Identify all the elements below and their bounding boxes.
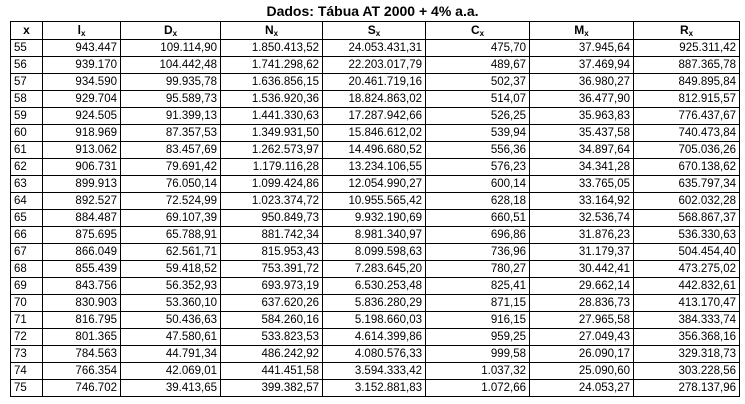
cell-dx: 95.589,73 (121, 91, 221, 108)
table-row (11, 57, 740, 74)
cell-rx: 278.137,96 (634, 380, 740, 397)
column-header-cx (426, 22, 530, 40)
cell-sx: 24.053.431,31 (323, 40, 426, 57)
cell-lx: 784.563 (43, 346, 121, 363)
cell-dx: 109.114,90 (121, 40, 221, 57)
cell-nx: 1.636.856,15 (221, 74, 323, 91)
cell-cx: 825,41 (426, 278, 530, 295)
cell-dx: 99.935,78 (121, 74, 221, 91)
cell-nx: 584.260,16 (221, 312, 323, 329)
cell-nx: 533.823,53 (221, 329, 323, 346)
cell-rx: 473.275,02 (634, 261, 740, 278)
cell-sx: 14.496.680,52 (323, 142, 426, 159)
cell-dx: 65.788,91 (121, 227, 221, 244)
cell-sx: 5.198.660,03 (323, 312, 426, 329)
table-title: Dados: Tábua AT 2000 + 4% a.a. (266, 3, 479, 19)
cell-sx: 22.203.017,79 (323, 57, 426, 74)
cell-mx: 35.437,58 (530, 125, 634, 142)
cell-dx: 53.360,10 (121, 295, 221, 312)
column-header-x (11, 22, 43, 40)
cell-nx: 399.382,57 (221, 380, 323, 397)
table-row (11, 193, 740, 210)
cell-dx: 44.791,34 (121, 346, 221, 363)
column-header-mx (530, 22, 634, 40)
column-header-dx (121, 22, 221, 40)
cell-nx: 1.099.424,86 (221, 176, 323, 193)
cell-dx: 91.399,13 (121, 108, 221, 125)
cell-nx: 950.849,73 (221, 210, 323, 227)
cell-lx: 766.354 (43, 363, 121, 380)
cell-lx: 924.505 (43, 108, 121, 125)
table-row (11, 40, 740, 57)
cell-mx: 27.965,58 (530, 312, 634, 329)
table-row (11, 329, 740, 346)
cell-cx: 999,58 (426, 346, 530, 363)
table-row (11, 278, 740, 295)
cell-cx: 696,86 (426, 227, 530, 244)
cell-nx: 881.742,34 (221, 227, 323, 244)
cell-x: 56 (11, 57, 43, 74)
cell-cx: 660,51 (426, 210, 530, 227)
cell-lx: 816.795 (43, 312, 121, 329)
cell-lx: 929.704 (43, 91, 121, 108)
table-row (11, 74, 740, 91)
table-row (11, 346, 740, 363)
cell-cx: 556,36 (426, 142, 530, 159)
cell-mx: 36.980,27 (530, 74, 634, 91)
cell-nx: 1.179.116,28 (221, 159, 323, 176)
cell-nx: 1.536.920,36 (221, 91, 323, 108)
cell-x: 74 (11, 363, 43, 380)
cell-dx: 62.561,71 (121, 244, 221, 261)
table-row (11, 108, 740, 125)
cell-mx: 31.876,23 (530, 227, 634, 244)
column-header-subscript: x (584, 29, 589, 38)
cell-sx: 17.287.942,66 (323, 108, 426, 125)
cell-rx: 536.330,63 (634, 227, 740, 244)
table-row (11, 295, 740, 312)
column-header-letter: C (470, 23, 480, 37)
column-header-subscript: x (80, 29, 86, 38)
cell-sx: 7.283.645,20 (323, 261, 426, 278)
table-row (11, 210, 740, 227)
cell-nx: 1.441.330,63 (221, 108, 323, 125)
cell-rx: 925.311,42 (634, 40, 740, 57)
cell-sx: 18.824.863,02 (323, 91, 426, 108)
cell-rx: 740.473,84 (634, 125, 740, 142)
cell-x: 62 (11, 159, 43, 176)
column-header-sx (323, 22, 426, 40)
cell-rx: 635.797,34 (634, 176, 740, 193)
table-row (11, 142, 740, 159)
cell-lx: 906.731 (43, 159, 121, 176)
cell-cx: 526,25 (426, 108, 530, 125)
cell-x: 59 (11, 108, 43, 125)
cell-cx: 736,96 (426, 244, 530, 261)
cell-mx: 34.897,64 (530, 142, 634, 159)
cell-lx: 866.049 (43, 244, 121, 261)
column-header-nx (221, 22, 323, 40)
cell-nx: 637.620,26 (221, 295, 323, 312)
cell-x: 71 (11, 312, 43, 329)
cell-cx: 916,15 (426, 312, 530, 329)
actuarial-table (10, 21, 740, 397)
column-header-rx (634, 22, 740, 40)
cell-cx: 576,23 (426, 159, 530, 176)
cell-mx: 36.477,90 (530, 91, 634, 108)
cell-sx: 15.846.612,02 (323, 125, 426, 142)
cell-lx: 899.913 (43, 176, 121, 193)
column-header-letter: l (77, 23, 81, 37)
cell-sx: 6.530.253,48 (323, 278, 426, 295)
cell-cx: 1.037,32 (426, 363, 530, 380)
column-header-subscript: x (172, 29, 178, 38)
table-row (11, 244, 740, 261)
table-row (11, 176, 740, 193)
table-row (11, 159, 740, 176)
cell-rx: 670.138,62 (634, 159, 740, 176)
cell-x: 66 (11, 227, 43, 244)
cell-rx: 442.832,61 (634, 278, 740, 295)
cell-mx: 32.536,74 (530, 210, 634, 227)
cell-x: 61 (11, 142, 43, 159)
cell-sx: 13.234.106,55 (323, 159, 426, 176)
cell-cx: 1.072,66 (426, 380, 530, 397)
column-header-letter: R (679, 23, 689, 37)
table-row (11, 363, 740, 380)
column-header-lx (43, 22, 121, 40)
table-row (11, 261, 740, 278)
cell-sx: 4.614.399,86 (323, 329, 426, 346)
cell-lx: 913.062 (43, 142, 121, 159)
column-header-letter: M (574, 23, 585, 37)
cell-cx: 780,27 (426, 261, 530, 278)
cell-cx: 502,37 (426, 74, 530, 91)
cell-cx: 871,15 (426, 295, 530, 312)
cell-cx: 539,94 (426, 125, 530, 142)
cell-mx: 24.053,27 (530, 380, 634, 397)
cell-rx: 504.454,40 (634, 244, 740, 261)
cell-x: 58 (11, 91, 43, 108)
cell-cx: 475,70 (426, 40, 530, 57)
cell-nx: 693.973,19 (221, 278, 323, 295)
cell-rx: 705.036,26 (634, 142, 740, 159)
cell-nx: 441.451,58 (221, 363, 323, 380)
cell-x: 60 (11, 125, 43, 142)
cell-x: 70 (11, 295, 43, 312)
cell-dx: 69.107,39 (121, 210, 221, 227)
cell-mx: 30.442,41 (530, 261, 634, 278)
column-header-letter: x (23, 23, 30, 37)
cell-mx: 31.179,37 (530, 244, 634, 261)
cell-dx: 39.413,65 (121, 380, 221, 397)
cell-cx: 600,14 (426, 176, 530, 193)
cell-rx: 812.915,57 (634, 91, 740, 108)
cell-cx: 514,07 (426, 91, 530, 108)
cell-nx: 753.391,72 (221, 261, 323, 278)
header-row (11, 22, 740, 40)
cell-rx: 887.365,78 (634, 57, 740, 74)
column-header-letter: S (367, 23, 376, 37)
cell-mx: 28.836,73 (530, 295, 634, 312)
column-header-letter: N (264, 23, 274, 37)
cell-sx: 3.594.333,42 (323, 363, 426, 380)
cell-sx: 20.461.719,16 (323, 74, 426, 91)
column-header-letter: D (163, 23, 173, 37)
column-header-subscript: x (479, 29, 485, 38)
cell-dx: 59.418,52 (121, 261, 221, 278)
cell-x: 75 (11, 380, 43, 397)
cell-dx: 47.580,61 (121, 329, 221, 346)
cell-dx: 83.457,69 (121, 142, 221, 159)
column-header-subscript: x (688, 29, 694, 38)
cell-nx: 1.262.573,97 (221, 142, 323, 159)
table-row (11, 91, 740, 108)
cell-cx: 489,67 (426, 57, 530, 74)
cell-sx: 4.080.576,33 (323, 346, 426, 363)
cell-dx: 42.069,01 (121, 363, 221, 380)
cell-mx: 29.662,14 (530, 278, 634, 295)
cell-lx: 884.487 (43, 210, 121, 227)
cell-mx: 37.945,64 (530, 40, 634, 57)
table-row (11, 227, 740, 244)
cell-dx: 50.436,63 (121, 312, 221, 329)
cell-sx: 8.981.340,97 (323, 227, 426, 244)
cell-dx: 104.442,48 (121, 57, 221, 74)
cell-rx: 384.333,74 (634, 312, 740, 329)
column-header-subscript: x (375, 29, 381, 38)
cell-x: 57 (11, 74, 43, 91)
cell-sx: 8.099.598,63 (323, 244, 426, 261)
cell-mx: 27.049,43 (530, 329, 634, 346)
cell-lx: 843.756 (43, 278, 121, 295)
cell-lx: 918.969 (43, 125, 121, 142)
cell-x: 55 (11, 40, 43, 57)
cell-lx: 746.702 (43, 380, 121, 397)
cell-dx: 79.691,42 (121, 159, 221, 176)
cell-sx: 5.836.280,29 (323, 295, 426, 312)
cell-lx: 939.170 (43, 57, 121, 74)
cell-nx: 1.023.374,72 (221, 193, 323, 210)
cell-nx: 1.850.413,52 (221, 40, 323, 57)
cell-mx: 33.164,92 (530, 193, 634, 210)
cell-lx: 943.447 (43, 40, 121, 57)
column-header-subscript: x (273, 29, 279, 38)
cell-mx: 35.963,83 (530, 108, 634, 125)
cell-x: 69 (11, 278, 43, 295)
cell-nx: 486.242,92 (221, 346, 323, 363)
cell-x: 72 (11, 329, 43, 346)
cell-mx: 37.469,94 (530, 57, 634, 74)
cell-x: 67 (11, 244, 43, 261)
cell-rx: 602.032,28 (634, 193, 740, 210)
cell-rx: 776.437,67 (634, 108, 740, 125)
cell-sx: 9.932.190,69 (323, 210, 426, 227)
cell-sx: 3.152.881,83 (323, 380, 426, 397)
cell-nx: 1.349.931,50 (221, 125, 323, 142)
cell-x: 64 (11, 193, 43, 210)
cell-mx: 25.090,60 (530, 363, 634, 380)
table-body (11, 40, 740, 397)
cell-rx: 329.318,73 (634, 346, 740, 363)
cell-rx: 568.867,37 (634, 210, 740, 227)
cell-cx: 628,18 (426, 193, 530, 210)
cell-x: 73 (11, 346, 43, 363)
cell-dx: 76.050,14 (121, 176, 221, 193)
cell-rx: 849.895,84 (634, 74, 740, 91)
cell-rx: 303.228,56 (634, 363, 740, 380)
cell-nx: 1.741.298,62 (221, 57, 323, 74)
table-row (11, 380, 740, 397)
cell-x: 65 (11, 210, 43, 227)
table-row (11, 125, 740, 142)
cell-lx: 934.590 (43, 74, 121, 91)
table-row (11, 312, 740, 329)
cell-x: 68 (11, 261, 43, 278)
cell-lx: 892.527 (43, 193, 121, 210)
cell-rx: 413.170,47 (634, 295, 740, 312)
cell-mx: 34.341,28 (530, 159, 634, 176)
cell-lx: 830.903 (43, 295, 121, 312)
cell-dx: 56.352,93 (121, 278, 221, 295)
cell-lx: 801.365 (43, 329, 121, 346)
cell-mx: 33.765,05 (530, 176, 634, 193)
cell-nx: 815.953,43 (221, 244, 323, 261)
cell-mx: 26.090,17 (530, 346, 634, 363)
cell-lx: 875.695 (43, 227, 121, 244)
cell-dx: 72.524,99 (121, 193, 221, 210)
cell-rx: 356.368,16 (634, 329, 740, 346)
cell-lx: 855.439 (43, 261, 121, 278)
cell-cx: 959,25 (426, 329, 530, 346)
cell-sx: 12.054.990,27 (323, 176, 426, 193)
cell-x: 63 (11, 176, 43, 193)
cell-sx: 10.955.565,42 (323, 193, 426, 210)
cell-dx: 87.357,53 (121, 125, 221, 142)
